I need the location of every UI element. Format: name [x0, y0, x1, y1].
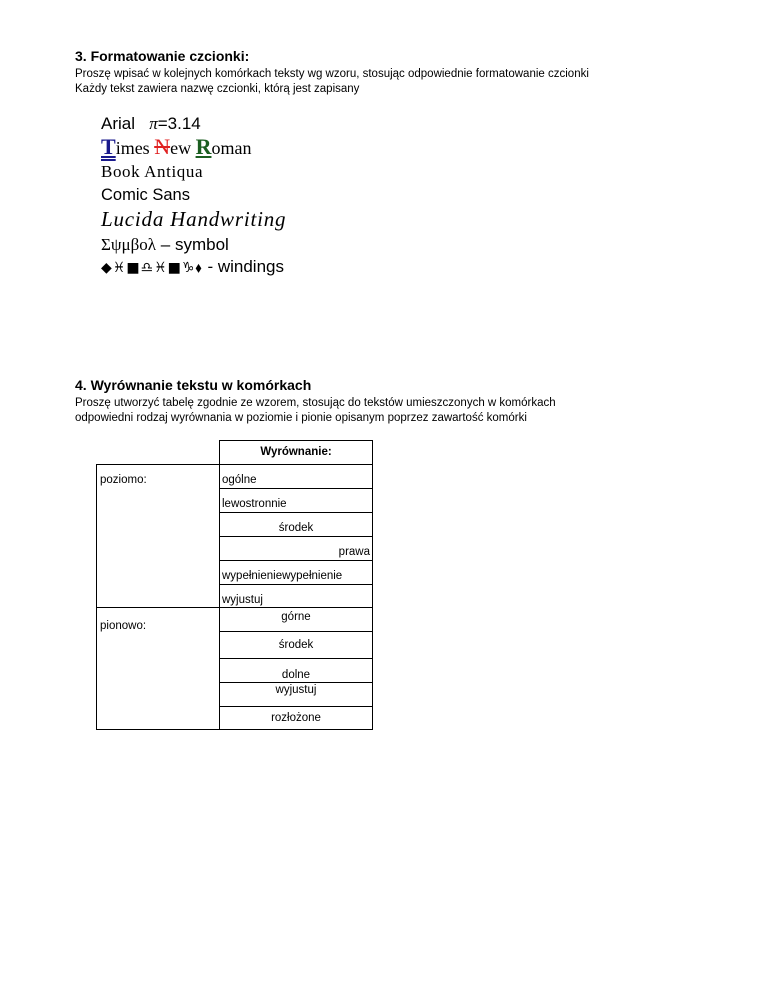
times-part-1: imes: [115, 138, 155, 158]
pi-value: =3.14: [157, 114, 201, 133]
table-row: [219, 607, 373, 632]
cell-srodek: środek: [278, 522, 314, 534]
wingdings-label: - windings: [202, 257, 284, 276]
cell-gorne: górne: [281, 611, 311, 623]
cell-ogolne: ogólne: [222, 474, 257, 486]
table-row: [219, 682, 373, 707]
table-row: [219, 706, 373, 730]
wingdings-glyphs: ◆♓■♎♓■♑⬧: [101, 260, 203, 276]
cell-wyjustuj-v: wyjustuj: [275, 684, 317, 696]
poziomo-cell: [96, 464, 220, 608]
alignment-table: [96, 440, 373, 730]
table-row: [219, 631, 373, 659]
cell-wyjustuj-h: wyjustuj: [222, 594, 263, 606]
table-row: [219, 584, 373, 608]
table-row: [219, 512, 373, 537]
cell-lewostronnie: lewostronnie: [222, 498, 287, 510]
section4-title: 4. Wyrównanie tekstu w komórkach: [75, 377, 312, 393]
symbol-sample: [101, 235, 229, 255]
times-part-2: ew: [170, 138, 196, 158]
table-header-text: Wyrównanie:: [260, 446, 332, 458]
times-part-3: oman: [211, 138, 252, 158]
table-row: [219, 560, 373, 585]
section4-instruction-1: Proszę utworzyć tabelę zgodnie ze wzorem, stosując do tekstów umieszczonych w komórkach: [75, 397, 556, 409]
table-row: [219, 536, 373, 561]
pionowo-label: pionowo:: [100, 620, 147, 632]
cell-prawa: prawa: [338, 546, 370, 558]
table-row: [219, 488, 373, 513]
symbol-greek: Σψμβολ: [101, 235, 157, 254]
poziomo-label: poziomo:: [100, 474, 147, 486]
pi-symbol: π: [149, 114, 158, 133]
table-row: [219, 658, 373, 683]
section3-instruction-2: Każdy tekst zawiera nazwę czcionki, którą jest zapisany: [75, 83, 360, 95]
times-letter-n: N: [154, 134, 171, 159]
book-antiqua-sample: Book Antiqua: [101, 162, 204, 181]
arial-label: Arial: [101, 114, 136, 133]
times-letter-t: T: [101, 134, 116, 159]
times-letter-r: R: [195, 134, 212, 159]
wingdings-sample: [101, 257, 284, 277]
cell-wypelnienie: wypełnieniewypełnienie: [222, 570, 343, 582]
lucida-handwriting-sample: Lucida Handwriting: [101, 207, 287, 231]
cell-dolne: dolne: [281, 669, 311, 681]
cell-srodek-v: środek: [278, 639, 314, 651]
table-row: [219, 464, 373, 489]
symbol-label: – symbol: [156, 235, 229, 254]
comic-sans-sample: Comic Sans: [101, 186, 190, 204]
section3-title: 3. Formatowanie czcionki:: [75, 48, 250, 64]
table-header: [219, 440, 373, 465]
arial-sample: [101, 114, 201, 134]
section4-instruction-2: odpowiedni rodzaj wyrównania w poziomie i pionie opisanym poprzez zawartość komórki: [75, 412, 527, 424]
section3-instruction-1: Proszę wpisać w kolejnych komórkach teksty wg wzoru, stosując odpowiednie formatowanie czcionki: [75, 68, 589, 80]
cell-rozlozone: rozłożone: [271, 712, 321, 724]
pionowo-cell: [96, 607, 220, 730]
times-new-roman-sample: [101, 134, 251, 160]
